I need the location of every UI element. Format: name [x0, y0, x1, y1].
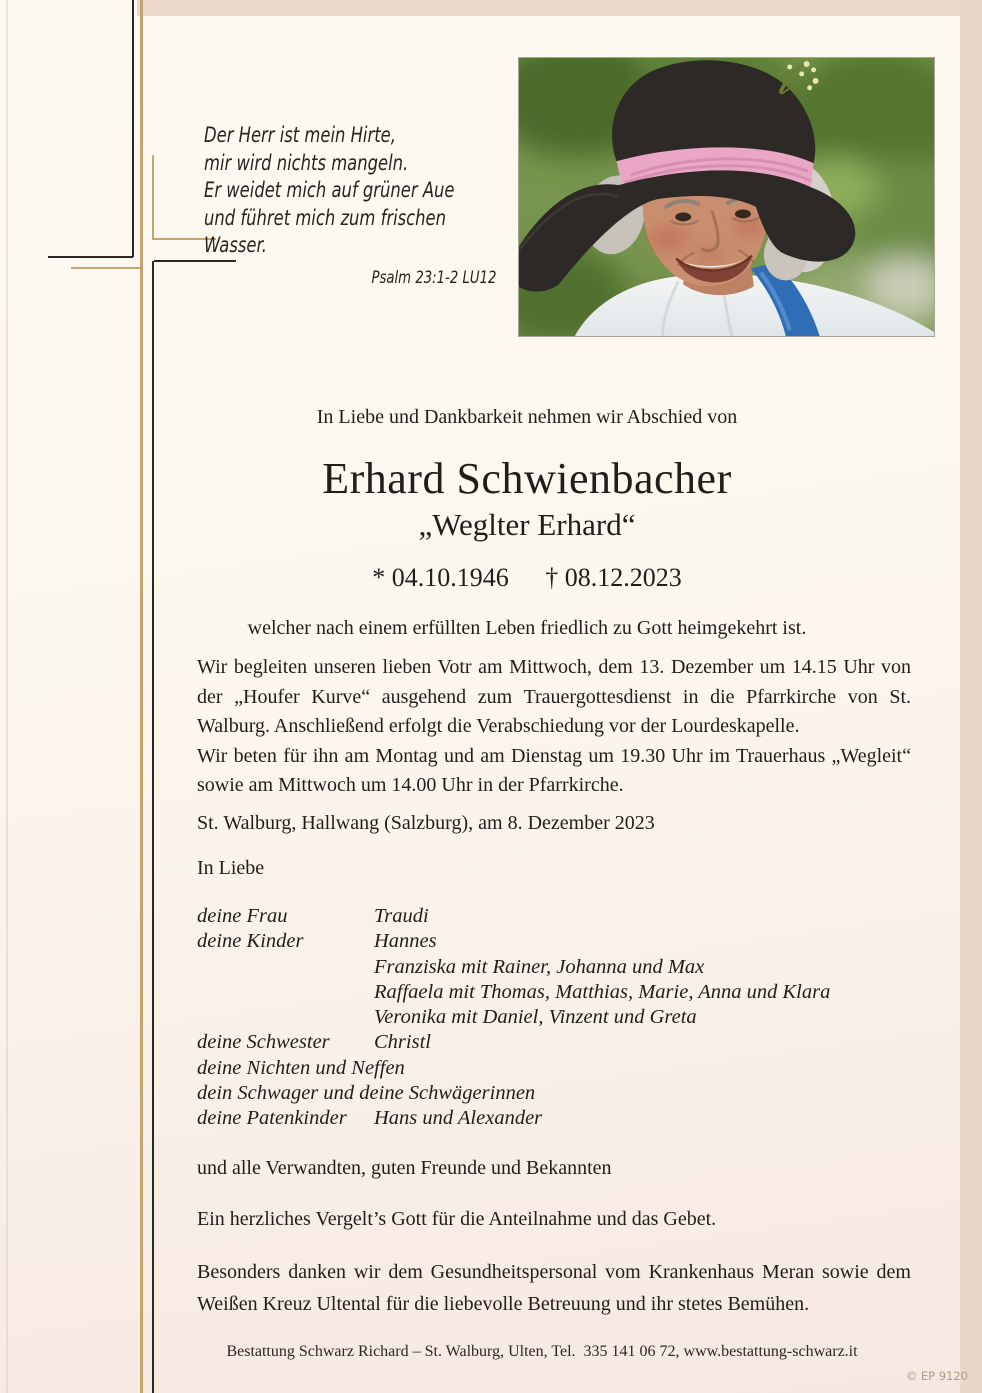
death-date: † 08.12.2023: [545, 563, 682, 592]
special-thanks: Besonders danken wir dem Gesundheitspersonal vom Krankenhaus Meran sowie dem Weißen Kreuz Ultental für die liebevolle Betreuung und ihr stetes Bemühen.: [197, 1261, 911, 1315]
scan-edge-right: [960, 0, 982, 1393]
family-names: Veronika mit Daniel, Vinzent und Greta: [374, 1006, 697, 1029]
family-names: Christl: [374, 1031, 431, 1054]
portrait-illustration: [519, 58, 934, 336]
service-paragraph: Wir begleiten unseren lieben Votr am Mittwoch, dem 13. Dezember um 14.15 Uhr von der „Houfer Kurve“ ausgehend zum Trauergottesdienst in die Pfarrkirche von St. Walburg. Anschließend erfolgt die Verabschiedung vor der Lourdeskapelle.: [197, 656, 911, 737]
psalm-line: Der Herr ist mein Hirte,: [204, 123, 396, 147]
psalm-verse: [204, 122, 497, 292]
family-names: Traudi: [374, 905, 429, 927]
family-relation: dein Schwager und deine Schwägerinnen: [197, 1082, 536, 1105]
family-names: Hans und Alexander: [374, 1107, 543, 1130]
family-row: [197, 1005, 911, 1030]
thanks-line: Ein herzliches Vergelt’s Gott für die Anteilnahme und das Gebet.: [197, 1208, 717, 1230]
scan-edge-top: [137, 0, 982, 16]
family-row: [197, 1030, 911, 1055]
psalm-citation: Psalm 23:1-2 LU12: [371, 267, 497, 288]
relatives-line: und alle Verwandten, guten Freunde und Bekannten: [197, 1157, 612, 1179]
life-dates: [197, 563, 857, 593]
passing-line: welcher nach einem erfüllten Leben friedlich zu Gott heimgekehrt ist.: [247, 617, 807, 639]
cross-line-black-vertical-bottom: [152, 261, 154, 1393]
family-row: [197, 929, 911, 954]
funeral-home-footer: Bestattung Schwarz Richard – St. Walburg, Ulten, Tel. 335 141 06 72, www.bestattung-schwarz.it: [226, 1343, 858, 1360]
heading-block: [197, 405, 857, 640]
psalm-line: und führet mich zum frischen Wasser.: [204, 205, 447, 257]
cross-line-gold-arm-left: [71, 267, 141, 269]
family-relation: deine Patenkinder: [197, 1107, 347, 1130]
family-row: [197, 980, 911, 1005]
family-relation: deine Frau: [197, 905, 288, 927]
place-dateline: St. Walburg, Hallwang (Salzburg), am 8. Dezember 2023: [197, 812, 655, 834]
cross-line-black-vertical-top: [132, 0, 134, 257]
family-row: [197, 1106, 911, 1131]
family-row: [197, 955, 911, 980]
portrait-photo: [518, 57, 935, 337]
psalm-line: mir wird nichts mangeln.: [204, 150, 409, 175]
family-names: [374, 1056, 911, 1081]
salutation: In Liebe: [197, 857, 265, 879]
family-relation: [197, 955, 374, 980]
family-relation: [197, 980, 374, 1005]
psalm-line: Er weidet mich auf grüner Aue: [204, 178, 455, 202]
birth-date: * 04.10.1946: [372, 563, 509, 592]
family-relation: [197, 1005, 374, 1030]
print-code: © EP 9120: [905, 1369, 968, 1383]
family-names: Hannes: [374, 930, 437, 953]
family-names: [374, 1081, 911, 1106]
deceased-nickname: „Weglter Erhard“: [418, 507, 636, 542]
family-list: [197, 904, 911, 1132]
family-relation: deine Nichten und Neffen: [197, 1056, 405, 1079]
cross-line-gold-corner-vertical: [152, 155, 154, 239]
family-relation: deine Schwester: [197, 1031, 330, 1054]
deceased-name: Erhard Schwienbacher: [322, 454, 732, 503]
family-relation: deine Kinder: [197, 930, 304, 953]
service-info: [197, 653, 911, 801]
family-row: [197, 1056, 911, 1081]
prayer-paragraph: Wir beten für ihn am Montag und am Dienstag um 19.30 Uhr im Trauerhaus „Wegleit“ sowie am Mittwoch um 14.00 Uhr in der Pfarrkirche.: [197, 744, 911, 796]
family-row: [197, 904, 911, 929]
paper-edge-shadow: [6, 0, 8, 1393]
cross-line-black-arm-left: [48, 256, 133, 258]
family-names: Raffaela mit Thomas, Matthias, Marie, Anna und Klara: [374, 980, 831, 1003]
family-row: [197, 1081, 911, 1106]
farewell-intro: In Liebe und Dankbarkeit nehmen wir Abschied von: [316, 406, 738, 428]
cross-line-gold-vertical: [140, 0, 143, 1393]
family-names: Franziska mit Rainer, Johanna und Max: [374, 955, 705, 978]
